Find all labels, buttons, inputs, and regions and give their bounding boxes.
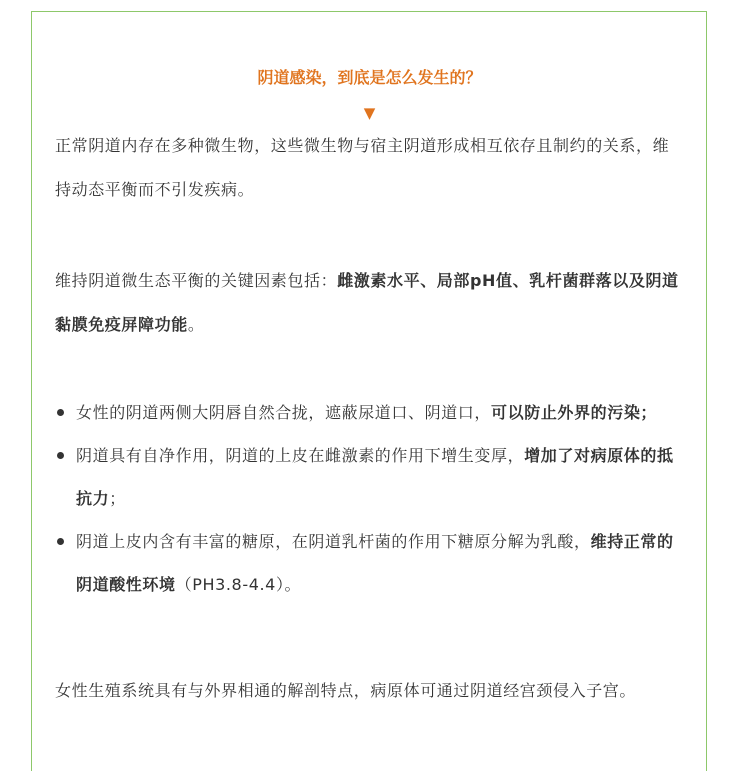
key-factors-bold: 雌激素水平、局部pH值、乳杆菌群落以及阴道黏膜免疫屏障功能 <box>55 271 679 334</box>
list-item-lead: 阴道具有自净作用，阴道的上皮在雌激素的作用下增生变厚， <box>76 446 525 465</box>
key-factors-tail: 。 <box>187 315 205 334</box>
list-item <box>55 434 685 520</box>
list-item <box>55 391 685 434</box>
list-item-bold: 维持正常的阴道酸性环境 <box>76 532 674 594</box>
list-item-tail: （PH3.8-4.4）。 <box>175 575 302 594</box>
list-item-lead: 女性的阴道两侧大阴唇自然合拢，遮蔽尿道口、阴道口， <box>76 403 492 422</box>
bullet-dot-icon <box>57 538 64 545</box>
section-title: 阴道感染，到底是怎么发生的？ <box>257 68 482 87</box>
list-item-tail: ； <box>109 489 126 508</box>
list-item <box>55 520 685 606</box>
down-arrow-icon: ▼ <box>363 104 376 122</box>
list-item-bold: 增加了对病原体的抵抗力 <box>76 446 674 508</box>
key-factors-paragraph <box>55 259 685 347</box>
intro-paragraph: 正常阴道内存在多种微生物，这些微生物与宿主阴道形成相互依存且制约的关系，维持动态平衡而不引发疾病。 <box>55 136 670 199</box>
closing-paragraph: 女性生殖系统具有与外界相通的解剖特点，病原体可通过阴道经宫颈侵入子宫。 <box>55 681 637 700</box>
list-item-bold: 可以防止外界的污染； <box>491 403 658 422</box>
list-item-lead: 阴道上皮内含有丰富的糖原，在阴道乳杆菌的作用下糖原分解为乳酸， <box>76 532 591 551</box>
bullet-dot-icon <box>57 409 64 416</box>
defense-list <box>55 391 685 606</box>
key-factors-lead: 维持阴道微生态平衡的关键因素包括： <box>55 271 338 290</box>
bullet-dot-icon <box>57 452 64 459</box>
